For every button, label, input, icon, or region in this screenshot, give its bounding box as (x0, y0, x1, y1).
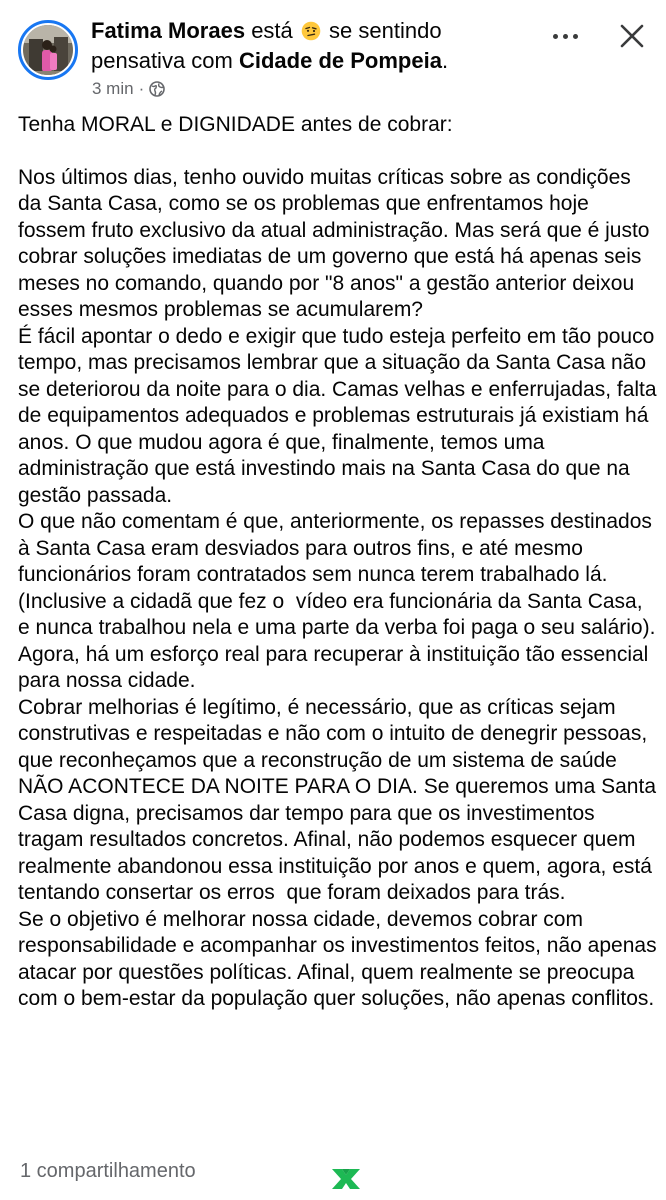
location-link[interactable]: Cidade de Pompeia (238, 48, 442, 73)
author-name[interactable]: Fatima Moraes (91, 18, 246, 43)
post-body (18, 112, 663, 1013)
thinking-face-icon (301, 21, 321, 41)
post-title: Tenha MORAL e DIGNIDADE antes de cobrar: (18, 113, 453, 136)
meta-separator: · (138, 79, 145, 98)
post-paragraph-1: Nos últimos dias, tenho ouvido muitas críticas sobre as condições da Santa Casa, como se os problemas que enfrentamos hoje fossem fruto exclusivo da atual administração. Mas será que é justo cobrar soluções imediatas de um governo que está há apenas seis meses no comando, quando por "8 anos" a gestão anterior deixou esses mesmos problemas se acumularem? (18, 165, 656, 321)
status-prefix: está (251, 18, 293, 43)
globe-icon[interactable] (149, 81, 165, 97)
timestamp[interactable]: 3 min (92, 79, 134, 98)
close-icon[interactable] (618, 22, 646, 50)
avatar-photo (23, 25, 73, 75)
post-paragraph-5: Cobrar melhorias é legítimo, é necessário, que as críticas sejam construtivas e respeitadas e não com o intuito de denegrir pessoas, que reconheçamos que a reconstrução de um sistema de saúde NÃO ACONTECE DA NOITE PARA O DIA. Se queremos uma Santa Casa digna, precisamos dar tempo para que os investimentos tragam resultados concretos. Afinal, não podemos esquecer quem realmente abandonou essa instituição por anos e quem, agora, está tentando consertar os erros que foram deixados para trás. (18, 695, 662, 904)
location-end: . (441, 48, 449, 73)
share-count[interactable]: 1 compartilhamento (20, 1160, 196, 1182)
post-header-text (91, 16, 531, 76)
post-paragraph-3: O que não comentam é que, anteriormente, os repasses destinados à Santa Casa eram desviados para outros fins, e até mesmo funcionários foram contratados sem nunca terem trabalhado lá.(Inclusive a cidadã que fez o vídeo era funcionária da Santa Casa, e nunca trabalhou nela e uma parte da verba foi paga o seu salário). (18, 510, 658, 639)
avatar[interactable] (18, 20, 78, 80)
status-line2: pensativa com (91, 48, 233, 73)
post-header (0, 0, 666, 110)
post-paragraph-6: Se o objetivo é melhorar nossa cidade, devemos cobrar com responsabilidade e acompanhar os investimentos feitos, não apenas atacar por questões políticas. Afinal, quem realmente se preocupa com o bem-estar da população quer soluções, não apenas conflitos. (18, 907, 663, 1010)
watermark-icon (330, 1166, 362, 1192)
status-suffix: se sentindo (329, 18, 442, 43)
more-icon[interactable] (553, 34, 581, 40)
post-paragraph-4: Agora, há um esforço real para recuperar à instituição tão essencial para nossa cidade. (18, 642, 655, 692)
post-meta (92, 79, 165, 99)
post-paragraph-2: É fácil apontar o dedo e exigir que tudo esteja perfeito em tão pouco tempo, mas precisamos lembrar que a situação da Santa Casa não se deteriorou da noite para o dia. Camas velhas e enferrujadas, falta de equipamentos adequados e problemas estruturais já existiam há anos. O que mudou agora é que, finalmente, temos uma administração que está investindo mais na Santa Casa do que na gestão passada. (18, 324, 663, 507)
